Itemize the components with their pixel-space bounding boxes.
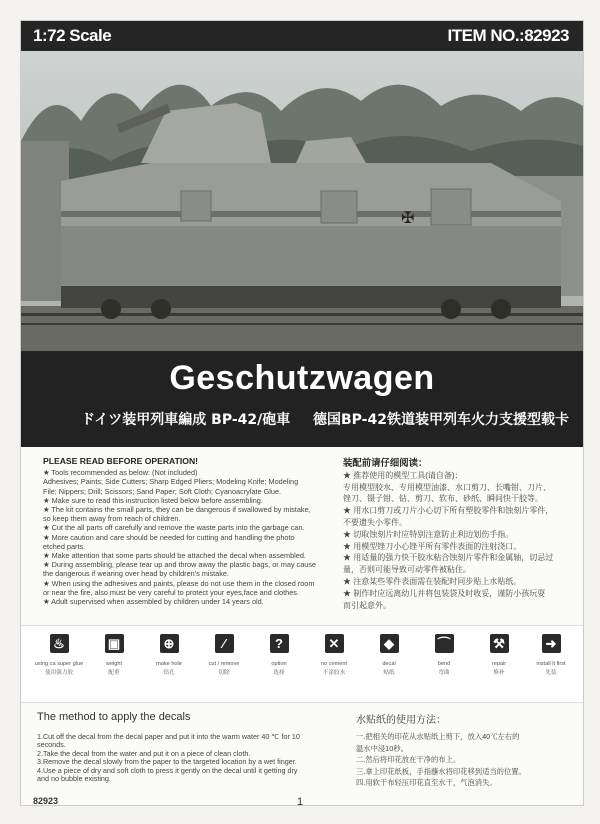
warning-line: ★ Cut the all parts off carefully and remove the waste parts into the garbage can. [43,523,305,533]
legend-label-cn: 钻孔 [163,670,175,676]
decal-step-cn: 三.拿上印花纸板，手指蘸水将印花移到适当的位置。 [356,766,526,776]
legend-label-en: make hole [156,661,182,667]
decal-heading-cn: 水贴纸的使用方法： [356,715,446,726]
warnings-heading-en: PLEASE READ BEFORE OPERATION! [43,456,199,466]
bend-icon: ⌒ [435,634,454,653]
warning-line: ★ Adult supervised when assembled by children under 14 years old. [43,597,264,607]
legend-item-drill [141,634,197,676]
legend-label-en: install it first [536,661,566,667]
warning-line-cn: ★ 用适量的强力快干胶水粘合蚀刻片零件和金属轴，切忌过 [343,553,554,563]
warning-line: ★ Tools recommended as below: (Not included) [43,468,198,478]
legend-label-cn: 不涂胶水 [322,670,346,676]
legend-label-en: repair [491,661,507,667]
first-icon: ➜ [542,634,561,653]
warning-line: so keep them away from reach of children. [43,514,181,524]
warnings-heading-cn: 装配前请仔细阅读： [343,457,428,468]
product-title: Geschutzwagen [169,359,435,397]
scale-label: 1:72 Scale [33,26,112,45]
legend-label-cn: 弯曲 [438,670,450,676]
warning-line-cn: ★ 切取蚀刻片时应特别注意防止利边划伤手指。 [343,529,514,539]
warnings-english [43,457,335,606]
decal-step: 2.Take the decal from the water and put it on a piece of clean cloth. [37,748,251,758]
warning-line-cn: 不要遗失小零件。 [343,517,407,527]
legend-label-cn: 切除 [218,670,230,676]
train-photo [21,51,583,351]
legend-label-en: weight [105,661,123,667]
legend-label-cn: 选择 [273,670,285,676]
no-glue-icon: ✕ [325,634,344,653]
decal-heading-en: The method to apply the decals [37,711,191,723]
decal-icon: ◆ [380,634,399,653]
warning-line-cn: 锉刀、镊子钳、钻、剪刀、软布、砂纸、瞬间快干胶等。 [343,494,543,504]
title-band [21,351,583,447]
decal-step-cn: 四.用软干布轻压印花直至水干，气泡消失。 [356,778,497,788]
decal-step: 4.Use a piece of dry and soft cloth to press it gently on the decal until it getting dry [37,765,298,775]
warning-line-cn: 而引起意外。 [343,600,391,610]
subtitle-japanese: ドイツ装甲列車編成 BP-42/砲車 [81,412,291,428]
decal-step: 1.Cut off the decal from the decal paper and put it into the warm water 40 ℃ for 10 [37,732,300,741]
item-number: ITEM NO.:82923 [447,26,569,45]
legend-label-en: decal [382,661,396,667]
decal-step: 3.Remove the decal slowly from the paper to the targeted location by a wet finger. [37,757,297,767]
warning-line: ★ Make sure to read this instruction listed below before assembling. [43,495,263,505]
product-code-footer: 82923 [33,796,59,806]
instruction-page [20,20,584,806]
legend-label-en: no cement [320,661,348,667]
warning-line-cn: ★ 用模型锉刀小心锉平所有零件表面的注射浇口。 [343,541,522,551]
symbol-legend [21,625,583,703]
svg-text:✠: ✠ [401,208,415,227]
decal-instructions [21,701,583,808]
decal-steps-cn [356,731,576,789]
legend-label-en: using ca super glue [34,661,84,667]
legend-label-cn: 贴纸 [383,670,395,676]
legend-label-cn: 使用强力胶 [45,670,73,676]
subtitle-chinese: 德国BP-42铁道装甲列车火力支援型载卡 [313,412,569,428]
legend-label-cn: 配重 [108,670,120,676]
legend-label-cn: 先装 [545,670,557,676]
decal-step-cn: 温水中浸10秒。 [356,743,408,753]
page-number: 1 [297,796,304,808]
legend-item-decal [361,634,417,676]
warning-line-cn: ★ 注意某些零件表面需在装配时同步贴上水贴纸。 [343,576,522,586]
header-bar [21,21,583,51]
warning-line-cn: ★ 用水口剪刀或刀片小心切下所有塑胶零件和蚀刻片零件， [343,506,554,516]
weight-icon: ▣ [105,634,124,653]
drill-icon: ⊕ [160,634,179,653]
warning-line-cn: ★ 推荐使用的模型工具(请自备)： [343,470,463,480]
legend-label-en: cut / remove [208,661,240,667]
warning-line-cn: ★ 制作时应远离幼儿并将包装袋及时收妥，谨防小孩玩耍 [343,588,546,598]
warnings-section [21,447,583,625]
legend-item-cut [196,634,252,676]
legend-item-weight [86,634,142,676]
legend-label-cn: 修补 [493,670,505,676]
warnings-chinese [343,457,575,611]
warning-line: ★ More caution and care should be needed for cutting and handling the photo [43,532,295,542]
warning-line: File; Nippers; Drill; Scissors; Sand Paper; Soft Cloth; Cyanoacrylate Glue. [43,486,282,496]
decal-step-cn: 二.然后将印花放在干净的布上。 [356,755,461,765]
legend-item-no-cement [306,634,362,676]
legend-item-repair [471,634,527,676]
legend-item-option [251,634,307,676]
warning-line: the dangerous if wearing over head by children's mistake. [43,569,229,579]
warning-line: ★ The kit contains the small parts, they can be dangerous if swallowed by mistake, [43,505,311,515]
glue-icon: ♨ [50,634,69,653]
legend-label-en: bend [437,661,451,667]
decal-step-cn: 一.把相关的印花从水贴纸上剪下，放入40℃左右的 [356,732,520,741]
warning-line: Adhesives; Paints; Side Cutters; Sharp Edged Pliers; Modeling Knife; Modeling [43,477,299,487]
warning-line: or near the fire, also must be very careful to protect your eyes,face and clothes. [43,587,299,597]
warning-line: ★ When using the adhesives and paints, please do not use them in the closed room [43,578,315,588]
question-icon: ? [270,634,289,653]
legend-label-en: option [271,661,287,667]
repair-icon: ⚒ [490,634,509,653]
armored-train-illustration [21,51,583,351]
legend-item-install-first [523,634,579,676]
decal-step: seconds. [37,740,66,750]
warning-line-cn: 量，否则可能导致可动零件被粘住。 [343,565,471,575]
legend-item-glue [31,634,87,676]
decal-steps-en [37,733,347,783]
warning-line: ★ During assembling, please tear up and throw away the plastic bags, or may cause [43,560,317,570]
legend-item-bend [416,634,472,676]
decal-step: and no bubble existing. [37,774,111,784]
warning-line-cn: 专用模型胶水、专用模型油漆、水口剪刀、长嘴钳、刀片、 [343,482,551,492]
warning-line: etched parts. [43,541,86,551]
knife-icon: ⁄ [215,634,234,653]
warning-line: ★ Make attention that some parts should be attached the decal when assembled. [43,551,306,561]
